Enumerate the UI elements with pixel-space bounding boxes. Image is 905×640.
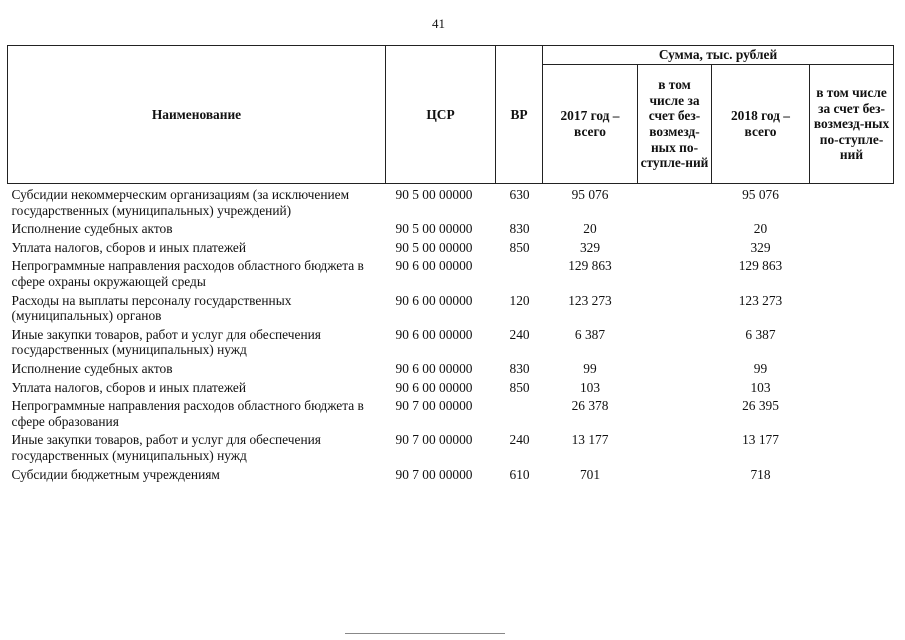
grants-2017-cell — [638, 184, 712, 221]
amount-2017-cell: 701 — [579, 466, 601, 482]
vr-cell: 830 — [509, 360, 530, 376]
csr-cell: 90 6 00 00000 — [395, 360, 473, 376]
table-row — [8, 379, 894, 398]
grants-2017-cell — [638, 466, 712, 485]
table-row — [8, 397, 894, 431]
header-2018-grants: в том числе за счет без-возмезд-ных по-ступле-ний — [810, 65, 894, 184]
table-row — [8, 431, 894, 465]
vr-cell — [496, 257, 543, 291]
amount-2017-cell: 6 387 — [574, 326, 606, 342]
grants-2018-cell — [810, 397, 894, 431]
name-cell: Субсидии некоммерческим организациям (за исключением государственных (муниципальных) учреждений) — [11, 187, 350, 218]
csr-cell: 90 6 00 00000 — [395, 292, 473, 308]
table-row — [8, 326, 894, 360]
csr-cell: 90 5 00 00000 — [395, 187, 473, 202]
header-csr: ЦСР — [386, 46, 496, 184]
table-row — [8, 257, 894, 291]
amount-2017-cell: 103 — [579, 379, 601, 395]
grants-2017-cell — [638, 397, 712, 431]
table-row — [8, 466, 894, 485]
name-cell: Непрограммные направления расходов областного бюджета в сфере образования — [11, 398, 364, 429]
header-sum-group: Сумма, тыс. рублей — [543, 46, 894, 65]
table-row — [8, 220, 894, 239]
header-vr: ВР — [496, 46, 543, 184]
name-cell: Иные закупки товаров, работ и услуг для обеспечения государственных (муниципальных) нужд — [11, 326, 321, 358]
csr-cell: 90 6 00 00000 — [395, 258, 473, 274]
grants-2018-cell — [810, 239, 894, 258]
csr-cell: 90 7 00 00000 — [395, 466, 473, 482]
amount-2018-cell: 6 387 — [745, 326, 776, 342]
grants-2018-cell — [810, 379, 894, 398]
amount-2018-cell: 99 — [753, 360, 768, 376]
csr-cell: 90 7 00 00000 — [395, 432, 473, 448]
amount-2018-cell: 20 — [753, 221, 768, 237]
csr-cell: 90 6 00 00000 — [395, 379, 473, 395]
vr-cell: 120 — [509, 292, 530, 308]
vr-cell: 240 — [509, 326, 530, 342]
grants-2018-cell — [810, 466, 894, 485]
amount-2017-cell: 99 — [583, 360, 597, 376]
grants-2018-cell — [810, 326, 894, 360]
grants-2017-cell — [638, 239, 712, 258]
amount-2018-cell: 718 — [750, 466, 771, 482]
name-cell: Субсидии бюджетным учреждениям — [11, 466, 220, 482]
grants-2018-cell — [810, 184, 894, 221]
vr-cell: 850 — [509, 239, 530, 255]
grants-2017-cell — [638, 431, 712, 465]
amount-2017-cell: 123 273 — [568, 292, 612, 308]
name-cell: Расходы на выплаты персоналу государственных (муниципальных) органов — [11, 292, 292, 324]
grants-2018-cell — [810, 431, 894, 465]
vr-cell: 830 — [509, 221, 530, 237]
grants-2017-cell — [638, 379, 712, 398]
vr-cell: 610 — [509, 466, 530, 482]
name-cell: Исполнение судебных актов — [11, 360, 173, 376]
amount-2017-cell: 20 — [583, 221, 597, 237]
amount-2017-cell: 26 378 — [571, 398, 609, 414]
amount-2017-cell: 329 — [579, 239, 601, 255]
amount-2018-cell: 329 — [750, 239, 771, 255]
amount-2018-cell: 26 395 — [742, 398, 779, 414]
name-cell: Исполнение судебных актов — [11, 221, 173, 237]
header-row-group — [8, 46, 894, 65]
csr-cell: 90 5 00 00000 — [395, 239, 473, 255]
csr-cell: 90 7 00 00000 — [395, 398, 473, 414]
amount-2017-cell: 95 076 — [571, 187, 609, 202]
grants-2017-cell — [638, 360, 712, 379]
name-cell: Иные закупки товаров, работ и услуг для обеспечения государственных (муниципальных) нужд — [11, 432, 321, 463]
budget-table — [7, 45, 894, 484]
header-2017-grants: в том числе за счет без-возмезд-ных по-ступле-ний — [638, 65, 712, 184]
grants-2018-cell — [810, 360, 894, 379]
amount-2018-cell: 95 076 — [742, 187, 779, 202]
grants-2018-cell — [810, 292, 894, 326]
table-body — [8, 184, 894, 485]
name-cell: Уплата налогов, сборов и иных платежей — [11, 239, 247, 255]
bottom-rule — [345, 633, 505, 634]
table-row — [8, 360, 894, 379]
vr-cell: 850 — [509, 379, 530, 395]
page-number: 41 — [432, 16, 445, 31]
amount-2018-cell: 123 273 — [738, 292, 783, 308]
table-row — [8, 239, 894, 258]
amount-2017-cell: 129 863 — [568, 258, 612, 274]
header-name: Наименование — [8, 46, 386, 184]
vr-cell: 630 — [509, 187, 530, 202]
table-row — [8, 292, 894, 326]
name-cell: Непрограммные направления расходов областного бюджета в сфере охраны окружающей среды — [11, 258, 364, 289]
amount-2017-cell: 13 177 — [571, 432, 609, 448]
amount-2018-cell: 129 863 — [738, 258, 783, 274]
grants-2017-cell — [638, 326, 712, 360]
grants-2017-cell — [638, 292, 712, 326]
header-2018-total: 2018 год – всего — [712, 65, 810, 184]
vr-cell — [496, 397, 543, 431]
csr-cell: 90 5 00 00000 — [395, 221, 473, 237]
csr-cell: 90 6 00 00000 — [395, 326, 473, 342]
name-cell: Уплата налогов, сборов и иных платежей — [11, 379, 247, 395]
grants-2017-cell — [638, 220, 712, 239]
grants-2017-cell — [638, 257, 712, 291]
grants-2018-cell — [810, 220, 894, 239]
amount-2018-cell: 13 177 — [742, 432, 779, 448]
amount-2018-cell: 103 — [750, 379, 771, 395]
table-row — [8, 184, 894, 221]
grants-2018-cell — [810, 257, 894, 291]
header-2017-total: 2017 год – всего — [543, 65, 638, 184]
vr-cell: 240 — [509, 432, 530, 448]
